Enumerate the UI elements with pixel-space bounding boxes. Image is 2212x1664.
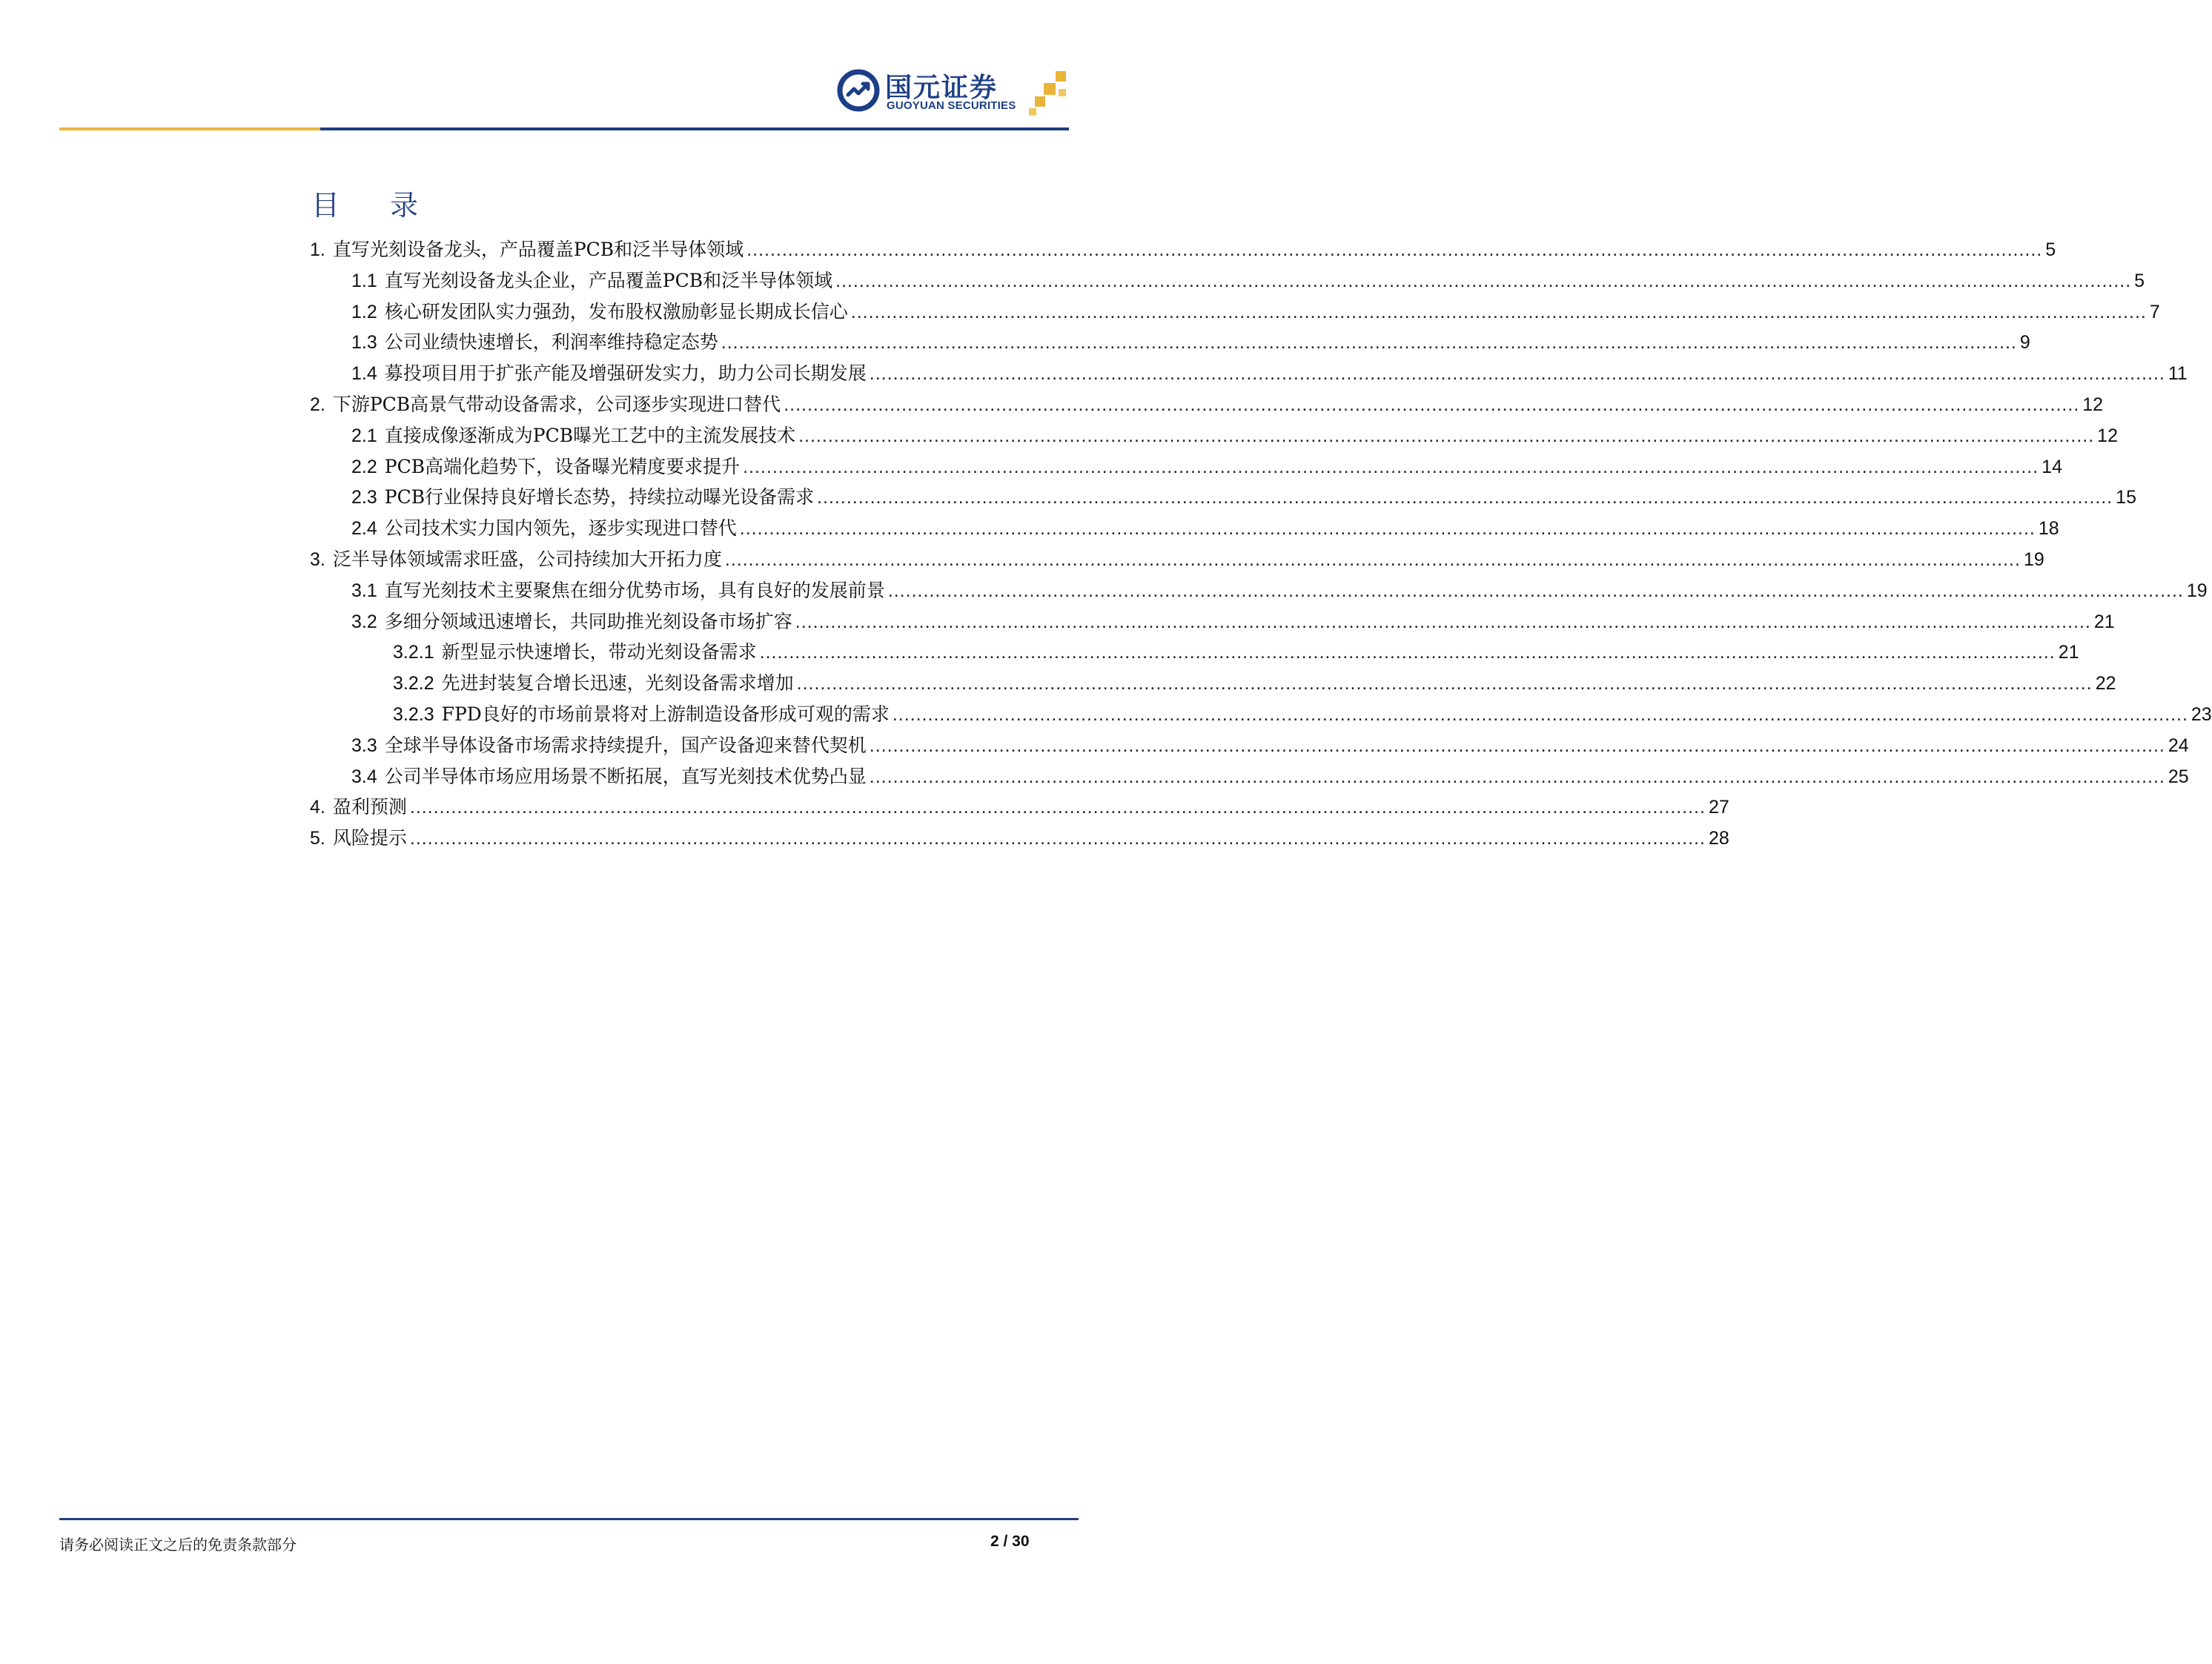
toc-leader-dots: ............................................................................................................................................................................................................................ [721,332,2017,354]
toc-entry[interactable] [351,448,2062,478]
toc-entry-label: 直写光刻设备龙头，产品覆盖PCB和泛半导体领域 [332,239,744,260]
toc-entry[interactable] [351,510,2059,540]
toc-leader-dots: ............................................................................................................................................................................................................................ [409,828,1706,849]
toc-entry-number: 3.1 [351,580,377,601]
toc-leader-dots: ............................................................................................................................................................................................................................ [784,394,2080,415]
toc-leader-dots: ............................................................................................................................................................................................................................ [869,735,2165,756]
toc-leader-dots: ............................................................................................................................................................................................................................ [835,270,2132,291]
toc-entry-page: 25 [2168,766,2189,787]
toc-entry-label: 盈利预测 [332,796,407,818]
toc-entry-number: 3.2 [351,611,377,632]
toc-entry-label: 募投项目用于扩张产能及增强研发实力，助力公司长期发展 [384,362,867,385]
toc-entry-number: 3.4 [351,766,377,787]
toc-entry-page: 19 [2186,580,2208,601]
toc-entry-number: 4. [310,797,325,818]
toc-entry-label: FPD良好的市场前景将对上游制造设备形成可观的需求 [441,703,890,725]
toc-entry-page: 5 [2045,239,2056,260]
toc-leader-dots: ............................................................................................................................................................................................................................ [746,239,2043,260]
toc-entry-number: 1.1 [351,270,377,291]
toc-entry[interactable] [351,572,2208,602]
toc-entry-number: 1. [310,239,325,260]
toc-entry-label: 先进封装复合增长迅速，光刻设备需求增加 [441,672,794,695]
toc-entry[interactable] [310,386,2104,416]
toc-entry-number: 3. [310,549,325,570]
toc-entry-label: 核心研发团队实力强劲，发布股权激励彰显长期成长信心 [384,300,848,322]
toc-entry-page: 21 [2093,611,2115,632]
toc-title: 目 录 [311,189,440,222]
toc-entry-label: 泛半导体领域需求旺盛，公司持续加大开拓力度 [332,548,722,570]
toc-entry-number: 3.3 [351,735,377,756]
toc-entry-page: 7 [2149,301,2160,322]
toc-entry[interactable] [351,324,2030,354]
toc-leader-dots: ............................................................................................................................................................................................................................ [850,301,2147,322]
toc-entry[interactable] [351,758,2189,788]
toc-entry-number: 3.2.3 [393,704,434,725]
toc-entry-number: 2.2 [351,456,377,477]
toc-entry-page: 15 [2116,487,2136,508]
toc-leader-dots: ............................................................................................................................................................................................................................ [817,487,2113,508]
toc-leader-dots: ............................................................................................................................................................................................................................ [887,580,2184,601]
toc-entry-label: PCB行业保持良好增长态势，持续拉动曝光设备需求 [384,486,815,508]
toc-entry[interactable] [310,541,2044,571]
toc-entry-label: PCB高端化趋势下，设备曝光精度要求提升 [384,455,741,477]
toc-entry-page: 12 [2097,425,2118,446]
toc-entry-number: 1.2 [351,301,377,322]
toc-entry-page: 21 [2058,642,2079,663]
toc-leader-dots: ............................................................................................................................................................................................................................ [795,611,2091,632]
toc-leader-dots: ............................................................................................................................................................................................................................ [759,642,2056,663]
toc-entry-page: 14 [2042,456,2062,477]
toc-entry-number: 1.3 [351,332,377,354]
toc-entry-page: 22 [2095,673,2116,695]
toc-entry-label: 直写光刻设备龙头企业，产品覆盖PCB和泛半导体领域 [384,269,833,291]
toc-leader-dots: ............................................................................................................................................................................................................................ [743,456,2039,477]
toc-entry-number: 2.1 [351,425,377,446]
toc-entry-page: 5 [2134,270,2145,291]
toc-leader-dots: ............................................................................................................................................................................................................................ [798,425,2095,446]
toc-entry-label: 直接成像逐渐成为PCB曝光工艺中的主流发展技术 [384,424,796,446]
toc-entry-number: 2. [310,394,325,415]
toc-entry[interactable] [351,262,2145,292]
logo-text-cn: 国元证券 [885,73,999,103]
toc-entry[interactable] [310,231,2056,261]
toc-entry-label: 全球半导体设备市场需求持续提升，国产设备迎来替代契机 [384,734,867,756]
toc-leader-dots: ............................................................................................................................................................................................................................ [409,797,1706,818]
toc-entry-page: 27 [1708,797,1729,818]
toc-leader-dots: ............................................................................................................................................................................................................................ [869,363,2165,385]
toc-entry[interactable] [393,634,2079,663]
toc-entry[interactable] [393,696,2212,726]
toc-entry[interactable] [351,417,2118,447]
toc-leader-dots: ............................................................................................................................................................................................................................ [892,704,2188,725]
toc-entry[interactable] [310,789,1729,818]
footer-divider [59,1518,1079,1520]
toc-leader-dots: ............................................................................................................................................................................................................................ [724,549,2021,570]
page-indicator: 2 / 30 [990,1533,1030,1550]
toc-entry-label: 公司半导体市场应用场景不断拓展，直写光刻技术优势凸显 [384,765,867,787]
logo-emblem-icon [838,70,879,111]
header-divider-gold [59,127,320,130]
toc-leader-dots: ............................................................................................................................................................................................................................ [739,518,2036,540]
toc-entry-number: 3.2.2 [393,673,434,695]
toc-entry-label: 风险提示 [332,827,407,849]
toc-entry-page: 9 [2019,332,2030,354]
toc-entry-page: 18 [2038,518,2059,540]
toc-entry[interactable] [351,479,2136,508]
toc-entry[interactable] [310,820,1729,849]
header-divider-blue [320,127,1069,130]
toc-entry-page: 11 [2168,363,2188,385]
toc-entry-page: 24 [2168,735,2189,756]
logo-text-en: GUOYUAN SECURITIES [887,99,1016,112]
toc-entry[interactable] [351,603,2115,633]
toc-entry-label: 新型显示快速增长，带动光刻设备需求 [441,641,757,663]
toc-leader-dots: ............................................................................................................................................................................................................................ [796,673,2093,695]
toc-leader-dots: ............................................................................................................................................................................................................................ [869,766,2165,787]
toc-entry-label: 公司业绩快速增长，利润率维持稳定态势 [384,331,718,354]
toc-entry-page: 23 [2191,704,2212,725]
toc-entry-label: 直写光刻技术主要聚焦在细分优势市场，具有良好的发展前景 [384,579,885,601]
toc-entry[interactable] [351,355,2188,385]
toc-entry-number: 2.3 [351,487,377,508]
toc-entry-number: 2.4 [351,518,377,540]
page-header [0,0,1176,133]
logo-squares-icon [1029,71,1073,117]
company-logo [838,65,1075,117]
toc-entry[interactable] [351,294,2160,323]
toc-entry-page: 12 [2082,394,2104,415]
toc-entry[interactable] [393,665,2116,695]
toc-entry-page: 19 [2023,549,2044,570]
toc-entry-label: 多细分领域迅速增长，共同助推光刻设备市场扩容 [384,610,792,632]
footer-disclaimer: 请务必阅读正文之后的免责条款部分 [59,1536,297,1554]
toc-entry-page: 28 [1708,828,1729,849]
toc-entry[interactable] [351,727,2189,757]
toc-entry-number: 1.4 [351,363,377,385]
toc-entry-label: 公司技术实力国内领先，逐步实现进口替代 [384,517,737,540]
toc-entry-number: 3.2.1 [393,642,434,663]
toc-entry-number: 5. [310,828,325,849]
toc-entry-label: 下游PCB高景气带动设备需求，公司逐步实现进口替代 [332,394,781,415]
